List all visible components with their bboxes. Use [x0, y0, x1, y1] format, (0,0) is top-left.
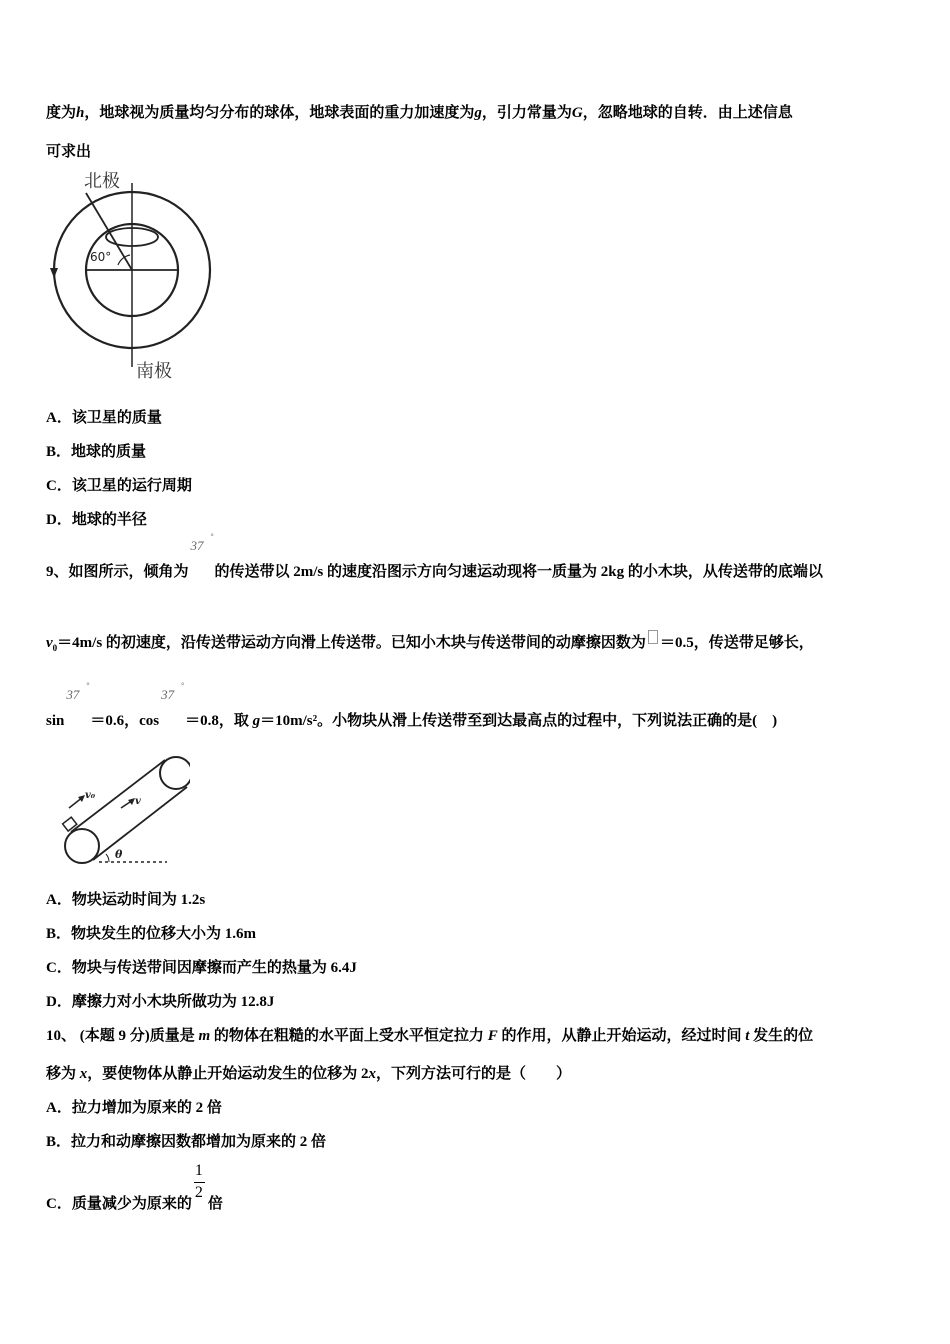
angle-37: 37 °	[66, 681, 90, 702]
south-pole-label: 南极	[136, 361, 172, 382]
q10-line-1: 10、 (本题 9 分)质量是 m 的物体在粗糙的水平面上受水平恒定拉力 F 的作用，从静止开始运动，经过时间 t 发生的位	[46, 1028, 814, 1044]
var-h: h	[76, 105, 85, 121]
q8-option-d[interactable]: D．地球的半径	[46, 512, 147, 528]
belt-velocity-arrow-icon	[128, 798, 135, 805]
q9-option-c[interactable]: C．物块与传送带间因摩擦而产生的热量为 6.4J	[46, 960, 357, 976]
intro-line-1: 度为h，地球视为质量均匀分布的球体，地球表面的重力加速度为g，引力常量为G，忽略地球的自转．由上述信息	[46, 105, 793, 121]
bottom-pulley	[65, 829, 99, 863]
intro-line-2: 可求出	[46, 144, 92, 160]
var-G: G	[571, 105, 583, 121]
top-pulley	[160, 757, 190, 789]
angle-37: 37 °	[161, 681, 185, 702]
theta-label: θ	[115, 848, 123, 861]
conveyor-belt-figure	[55, 752, 190, 867]
v0-label: v₀	[85, 790, 96, 801]
q8-option-a[interactable]: A．该卫星的质量	[46, 410, 162, 426]
v-label: v	[135, 796, 141, 807]
q9-line-2: $v_0=4m/s$ 的初速度，沿传送带运动方向滑上传送带。已知小木块与传送带间的动摩擦因数为 ＝0.5，传送带足够长，	[46, 630, 814, 653]
mu-symbol-placeholder	[648, 630, 658, 644]
var-g: g	[474, 105, 482, 121]
q9-line-1: 9、如图所示，倾角为 37 ° 的传送带以 2m/s 的速度沿图示方向匀速运动现将一质量为 2kg 的小木块，从传送带的底端以	[46, 532, 823, 580]
q9-option-a[interactable]: A．物块运动时间为 1.2s	[46, 892, 206, 908]
angle-label: 60°	[90, 250, 112, 264]
fraction-one-half: $\frac{1}{2}$	[194, 1162, 203, 1201]
q8-option-c[interactable]: C．该卫星的运行周期	[46, 478, 192, 494]
q10-option-c[interactable]: C．质量减少为原来的 $\frac{1}{2}$ 倍	[46, 1162, 223, 1212]
q8-option-b[interactable]: B．地球的质量	[46, 444, 147, 460]
q9-option-b[interactable]: B．物块发生的位移大小为 1.6m	[46, 926, 257, 942]
q10-option-a[interactable]: A．拉力增加为原来的 2 倍	[46, 1100, 222, 1116]
q9-option-d[interactable]: D．摩擦力对小木块所做功为 12.8J	[46, 994, 275, 1010]
satellite-orbit-figure	[40, 165, 225, 385]
q9-line-3: sin 37 ° ＝0.6，cos 37 ° ＝0.8，取 g＝10m/s²。小物块从滑上传送带至到达最高点的过程中，下列说法正确的是( )	[46, 681, 778, 729]
orbit-arrow-icon	[50, 268, 58, 278]
q10-line-2: 移为 x，要使物体从静止开始运动发生的位移为 2x，下列方法可行的是（ ）	[46, 1066, 572, 1082]
north-pole-label: 北极	[84, 171, 120, 192]
angle-37: 37 °	[190, 532, 214, 553]
q10-option-b[interactable]: B．拉力和动摩擦因数都增加为原来的 2 倍	[46, 1134, 327, 1150]
